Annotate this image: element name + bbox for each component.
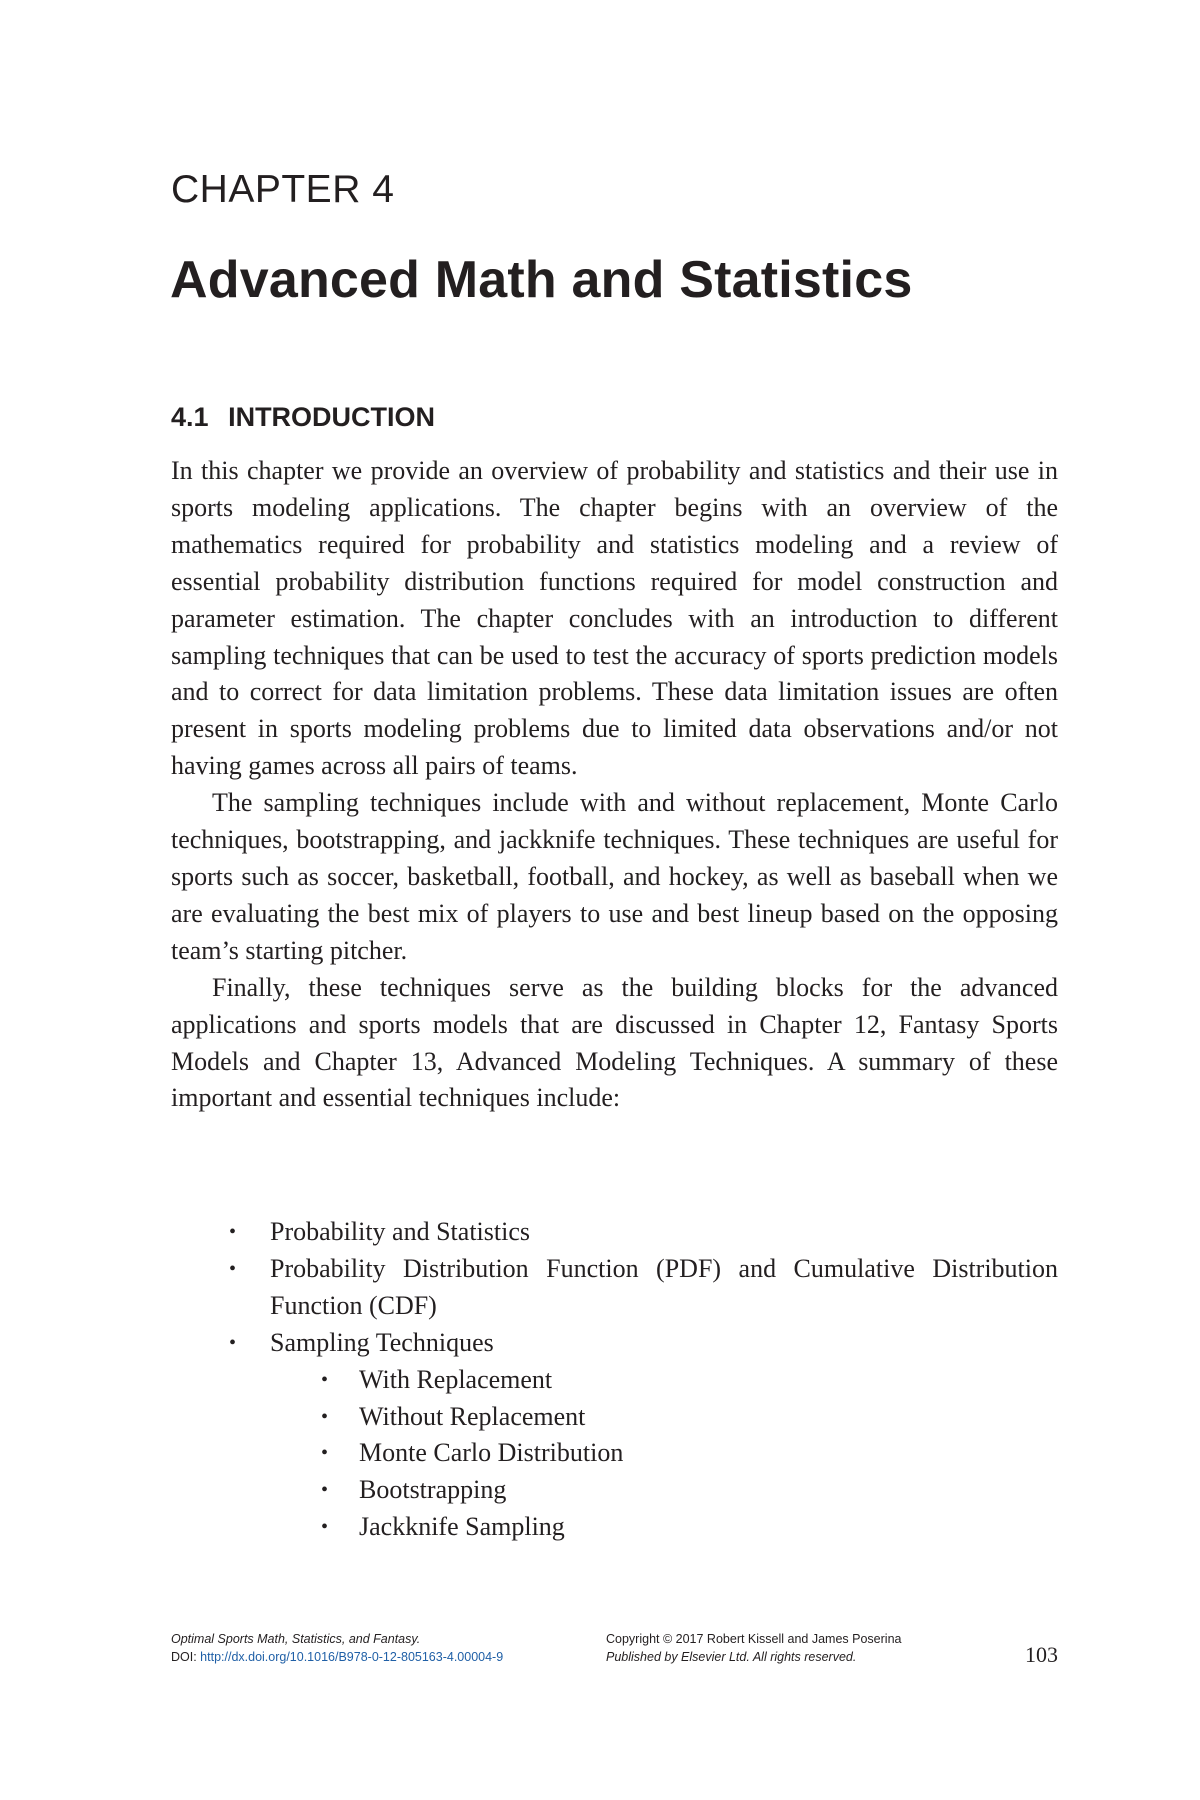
section-title: INTRODUCTION: [228, 402, 436, 432]
footer-copyright: Copyright © 2017 Robert Kissell and James Poserina: [606, 1632, 902, 1646]
bullet-icon: •: [229, 1331, 237, 1354]
list-item-text: Sampling Techniques: [270, 1327, 494, 1357]
chapter-title: Advanced Math and Statistics: [170, 251, 913, 309]
paragraph-1: In this chapter we provide an overview of probability and statistics and their use in sports modeling applications. The chapter begins with an overview of the mathematics required for probability and statistics modeling and a review of essential probability distribution functions required for model construction and parameter estimation. The chapter concludes with an introduction to different sampling techniques that can be used to test the accuracy of sports prediction models and to correct for data limitation problems. These data limitation issues are often present in sports modeling problems due to limited data observations and/or not having games across all pairs of teams.: [171, 456, 1058, 781]
bullet-icon: •: [321, 1368, 329, 1391]
page-footer: [171, 1632, 1058, 1672]
sub-list-item: [171, 1362, 1058, 1399]
sub-list-item: [171, 1435, 1058, 1472]
section-number: 4.1: [171, 402, 209, 432]
sub-list-item-text: With Replacement: [359, 1364, 553, 1394]
sub-list-item: [171, 1509, 1058, 1546]
technique-list: [171, 1214, 1058, 1546]
paragraph-3: Finally, these techniques serve as the building blocks for the advanced applications and sports models that are discussed in Chapter 12, Fantasy Sports Models and Chapter 13, Advanced Modeling Techniques. A summary of these important and essential techniques include:: [171, 972, 1058, 1113]
section-heading: [171, 402, 435, 433]
sub-list-item-text: Jackknife Sampling: [359, 1512, 565, 1542]
sub-list-item-text: Without Replacement: [359, 1401, 586, 1431]
list-item: [171, 1214, 1058, 1251]
doi-label: DOI:: [171, 1650, 201, 1664]
bullet-icon: •: [321, 1516, 329, 1539]
sub-list-item: [171, 1399, 1058, 1436]
sub-list-item-text: Bootstrapping: [359, 1475, 507, 1505]
bullet-icon: •: [321, 1405, 329, 1428]
bullet-icon: •: [321, 1479, 329, 1502]
bullet-icon: •: [229, 1257, 237, 1280]
doi-link[interactable]: http://dx.doi.org/10.1016/B978-0-12-805163-4.00004-9: [200, 1650, 504, 1664]
sub-list-item: [171, 1472, 1058, 1509]
paragraph-2: The sampling techniques include with and without replacement, Monte Carlo techniques, bootstrapping, and jackknife techniques. These techniques are useful for sports such as soccer, basketball, football, and hockey, as well as baseball when we are evaluating the best mix of players to use and best lineup based on the opposing team’s starting pitcher.: [171, 788, 1058, 965]
bullet-icon: •: [229, 1221, 237, 1243]
list-item-text: Probability Distribution Function (PDF) and Cumulative Distribution Function (CDF): [270, 1253, 1058, 1320]
bullet-icon: •: [321, 1442, 329, 1465]
list-item: [171, 1325, 1058, 1362]
list-item-text: Probability and Statistics: [270, 1217, 530, 1246]
sub-list-item-text: Monte Carlo Distribution: [359, 1438, 624, 1468]
chapter-label: CHAPTER 4: [171, 168, 395, 211]
footer-doi: [171, 1650, 503, 1664]
page-number: 103: [1025, 1642, 1058, 1667]
body-text: [171, 453, 1058, 1117]
footer-book-title: Optimal Sports Math, Statistics, and Fantasy.: [171, 1632, 421, 1646]
list-item: [171, 1251, 1058, 1325]
footer-publisher: Published by Elsevier Ltd. All rights reserved.: [606, 1650, 857, 1664]
